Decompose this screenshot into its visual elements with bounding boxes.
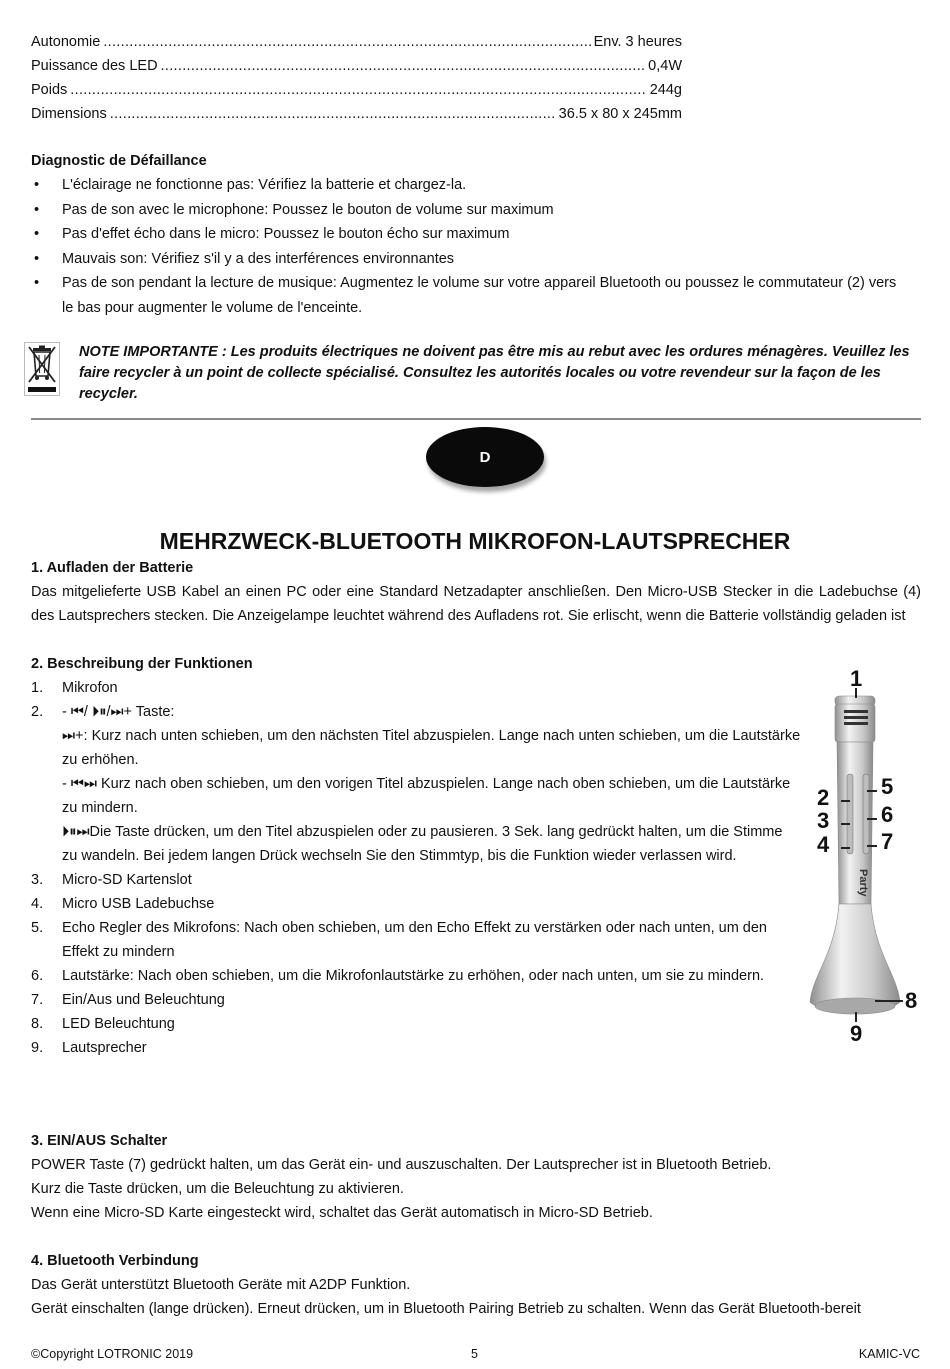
list-item: 9. Lautsprecher <box>31 1040 147 1056</box>
spec-row: Dimensions ..... 36.5 x 80 x 245mm <box>31 102 682 126</box>
list-item: 8. LED Beleuchtung <box>31 1016 175 1032</box>
footer-copyright: ©Copyright LOTRONIC 2019 <box>31 1347 194 1361</box>
list-item: 1. Mikrofon <box>31 680 118 696</box>
weee-bin-icon <box>24 342 60 396</box>
spec-list <box>31 30 682 126</box>
important-note: NOTE IMPORTANTE : Les produits électriques ne doivent pas être mis au rebut avec les ordures ménagères. Veuillez les faire recycler à un point de collecte spécialisé. Consultez les autorités locales ou votre revendeur sur la façon de les recycler. <box>79 344 910 402</box>
section-line: Wenn eine Micro-SD Karte eingesteckt wird, schaltet das Gerät automatisch in Micro-SD Betrieb. <box>31 1205 653 1221</box>
microphone-figure <box>805 664 925 1044</box>
brand-label: Party <box>857 869 869 897</box>
list-item: • Pas d'effet écho dans le micro: Poussez le bouton écho sur maximum <box>34 226 510 242</box>
spec-row: Puissance des LED ..... 0,4W <box>31 54 682 78</box>
sub-item: - ⏮⏭ Kurz nach oben schieben, um den vorigen Titel abzuspielen. Lange nach oben schieben, um die Lautstärke zu mindern. <box>62 776 791 816</box>
list-item: • Pas de son avec le microphone: Poussez le bouton de volume sur maximum <box>34 201 554 218</box>
callout-number: 4 <box>817 832 830 857</box>
page-title: MEHRZWECK-BLUETOOTH MIKROFON-LAUTSPRECHER <box>159 528 791 554</box>
callout-number: 7 <box>881 829 894 854</box>
callout-number: 5 <box>881 774 894 799</box>
section-line: Das Gerät unterstützt Bluetooth Geräte mit A2DP Funktion. <box>31 1277 411 1293</box>
language-badge: D <box>426 427 544 487</box>
list-item: • Pas de son pendant la lecture de musique: Augmentez le volume sur votre appareil Bluetooth ou poussez le commutateur (2) vers le bas pour augmenter le volume de l'enceinte. <box>34 275 897 316</box>
function-list <box>31 676 801 1060</box>
callout-number: 9 <box>850 1021 863 1044</box>
footer-page-number: 5 <box>471 1347 478 1361</box>
section-heading: 3. EIN/AUS Schalter <box>31 1133 168 1149</box>
section-heading: 2. Beschreibung der Funktionen <box>31 656 253 672</box>
spec-row: Autonomie ..... Env. 3 heures <box>31 30 682 54</box>
section-divider <box>31 418 921 420</box>
callout-number: 8 <box>905 988 918 1013</box>
callout-number: 1 <box>850 666 863 691</box>
list-item: 5. Echo Regler des Mikrofons: Nach oben schieben, um den Echo Effekt zu verstärken oder nach unten, um den Effekt zu mindern <box>31 920 767 960</box>
spec-row: Poids ..... 244g <box>31 78 682 102</box>
sub-item: ⏭+: Kurz nach unten schieben, um den nächsten Titel abzuspielen. Lange nach unten schieben, um die Lautstärke zu erhöhen. <box>62 728 801 768</box>
list-item: 4. Micro USB Ladebuchse <box>31 896 215 912</box>
callout-number: 2 <box>817 785 830 810</box>
list-item: • Mauvais son: Vérifiez s'il y a des interférences environnantes <box>34 250 455 267</box>
list-item: 2. - ⏮/ ⏵⏸/⏭+ Taste: ⏭+: Kurz nach unten schieben, um den nächsten Titel abzuspielen. Lange nach unten schieben, um die Lautstärke zu erhöhen. - ⏮⏭ Kurz nach oben schieben, um den vorigen Titel abzuspielen. Lange nach oben schieben, um die Lautstärke zu mindern. ⏵⏸⏭Die Taste drücken, um den Titel abzuspielen oder zu pausieren. 3 Sek. lang gedrückt halten, um die Stimme zu wandeln. Bei jedem langen Drück wechseln Sie den Stimmtyp, bis die Funktion wieder verlassen wird. <box>31 700 801 868</box>
list-item: 7. Ein/Aus und Beleuchtung <box>31 992 225 1008</box>
footer-model: KAMIC-VC <box>858 1347 920 1361</box>
sub-item: ⏵⏸⏭Die Taste drücken, um den Titel abzuspielen oder zu pausieren. 3 Sek. lang gedrückt halten, um die Stimme zu wandeln. Bei jedem langen Drück wechseln Sie den Stimmtyp, bis die Funktion wieder verlassen wird. <box>62 824 783 864</box>
section-heading: 1. Aufladen der Batterie <box>31 560 194 576</box>
section-line: POWER Taste (7) gedrückt halten, um das Gerät ein- und auszuschalten. Der Lautsprecher ist in Bluetooth Betrieb. <box>31 1157 772 1173</box>
list-item: 3. Micro-SD Kartenslot <box>31 872 192 888</box>
section-text: Das mitgelieferte USB Kabel an einen PC oder eine Standard Netzadapter anschließen. Den Micro-USB Stecker in die Ladebuchse (4) des Lautsprechers stecken. Die Anzeigelampe leuchtet während des Aufladens rot. Sie erlischt, wenn die Batterie vollständig geladen ist <box>31 584 921 624</box>
diagnostic-heading: Diagnostic de Défaillance <box>31 153 207 169</box>
section-line: Gerät einschalten (lange drücken). Erneut drücken, um in Bluetooth Pairing Betrieb zu schalten. Wenn das Gerät Bluetooth-bereit <box>31 1301 861 1317</box>
callout-number: 6 <box>881 802 894 827</box>
section-line: Kurz die Taste drücken, um die Beleuchtung zu aktivieren. <box>31 1181 404 1197</box>
list-item: • L'éclairage ne fonctionne pas: Vérifiez la batterie et chargez-la. <box>34 177 467 193</box>
list-item: 6. Lautstärke: Nach oben schieben, um die Mikrofonlautstärke zu erhöhen, oder nach unten, um sie zu mindern. <box>31 968 765 984</box>
diagnostic-list <box>31 173 921 320</box>
callout-number: 3 <box>817 808 830 833</box>
section-heading: 4. Bluetooth Verbindung <box>31 1253 199 1269</box>
